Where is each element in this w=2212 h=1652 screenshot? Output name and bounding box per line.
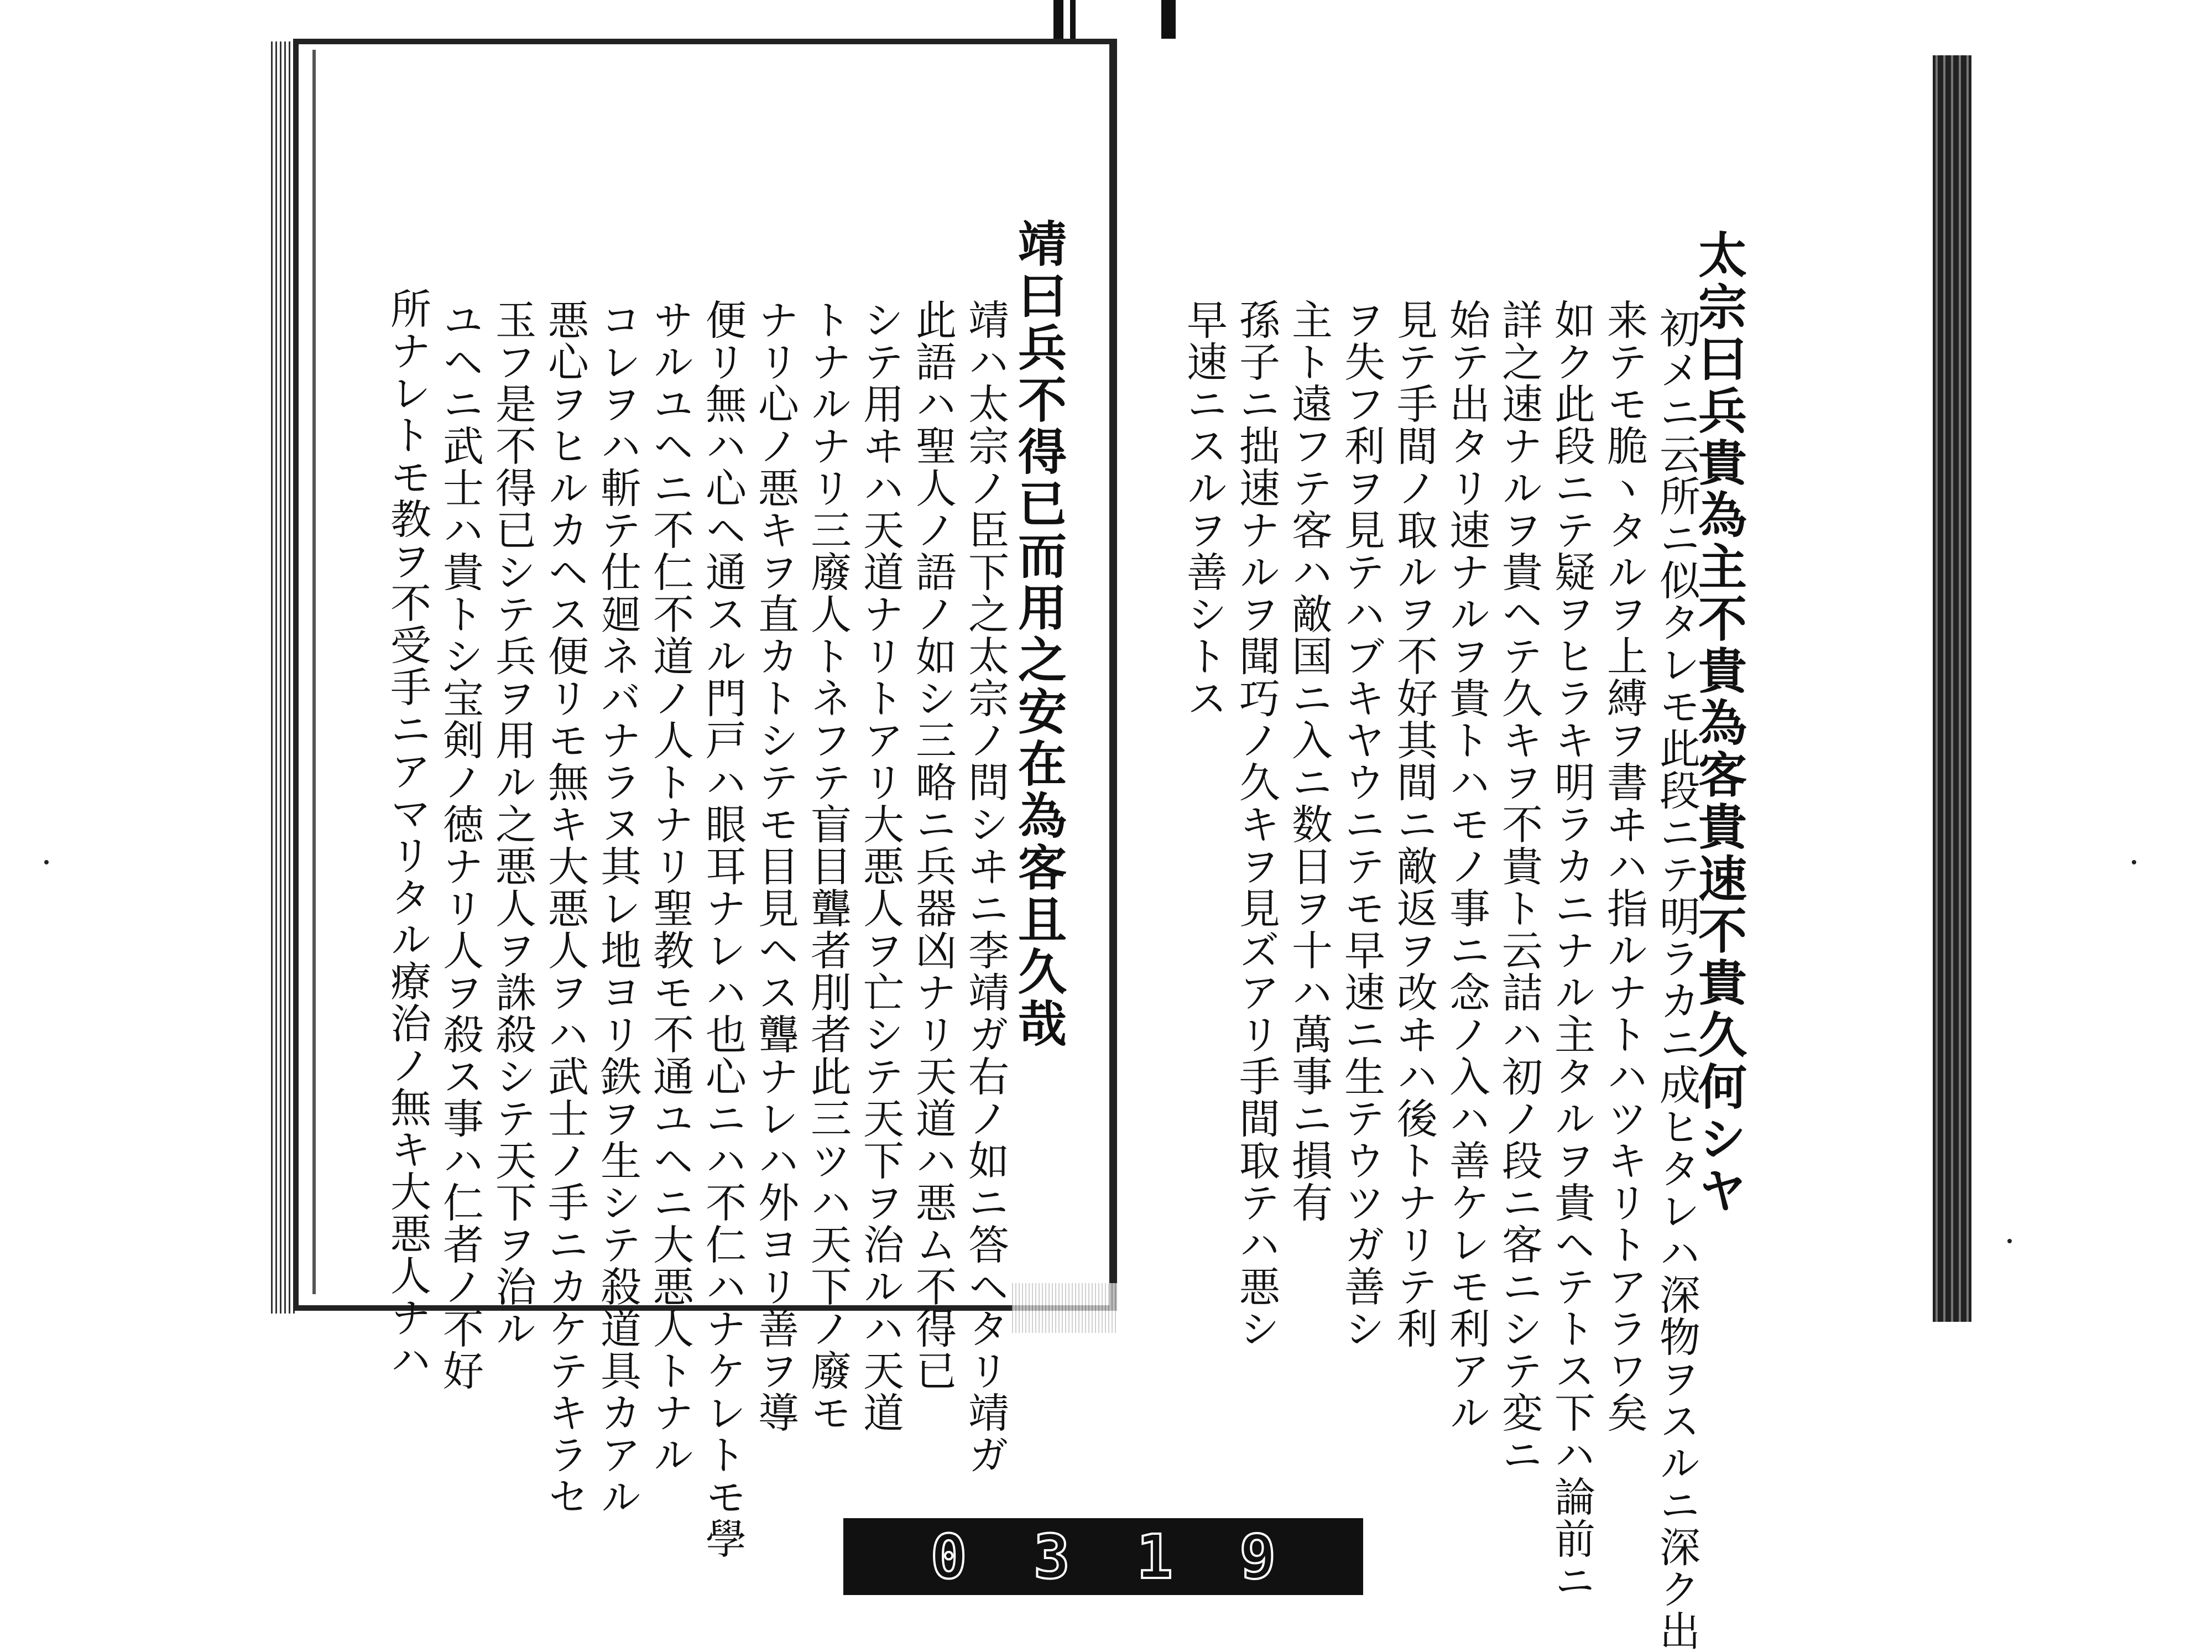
text-column: トナルナリ三廢人トネフテ盲目聾者刖者此三ツハ天下ノ廢モ xyxy=(804,299,852,1434)
scan-mark xyxy=(1070,0,1076,39)
text-column: 玉フ是不得已シテ兵ヲ用ル之悪人ヲ誅殺シテ天下ヲ治ル xyxy=(489,299,536,1349)
text-column: 便リ無ハ心ヘ通スル門戸ハ眼耳ナレハ也心ニハ不仁ハナケレトモ學 xyxy=(699,299,747,1560)
text-column: 孫子ニ拙速ナルヲ聞巧ノ久キヲ見ズアリ手間取テハ悪シ xyxy=(1233,299,1280,1349)
right-page-heading: 太宗曰兵貴為主不貴為客貴速不貴久何シヤ xyxy=(1691,230,1748,1217)
text-column: 悪心ヲヒルカヘス便リモ無キ大悪人ヲハ武士ノ手ニカケテキラセ xyxy=(541,299,589,1518)
text-column: ユヘニ武士ハ貴トシ宝剣ノ徳ナリ人ヲ殺ス事ハ仁者ノ不好 xyxy=(436,299,484,1392)
text-column: 如ク此段ニテ疑ヲヒラキ明ラカニナル主タルヲ貴ヘテトス下ハ論前ニ xyxy=(1548,299,1595,1602)
text-column: 来テモ脆ヽタルヲ上縛ヲ書ヰハ指ルナトハツキリトアラワ矣 xyxy=(1600,299,1648,1434)
text-column: ナリ心ノ悪キヲ直カトシテモ目見ヘス聾ナレハ外ヨリ善ヲ導 xyxy=(752,299,799,1434)
left-page-edge xyxy=(271,41,296,1314)
gutter-smudge xyxy=(1012,1283,1117,1333)
scan-mark xyxy=(1053,0,1063,39)
scan-mark xyxy=(1161,0,1176,39)
text-column: 此語ハ聖人ノ語ノ如シ三略ニ兵器凶ナリ天道ハ悪ム不得已 xyxy=(909,299,957,1392)
text-column: 靖ハ太宗ノ臣下之太宗ノ問シヰニ李靖ガ右ノ如ニ答ヘタリ靖ガ xyxy=(962,299,1009,1476)
right-page-edge xyxy=(1933,55,1971,1322)
text-column: サルユヘニ不仁不道ノ人トナリ聖教モ不通ユヘニ大悪人トナル xyxy=(646,299,694,1476)
page-number-plate xyxy=(843,1518,1363,1595)
text-column: 見テ手間ノ取ルヲ不好其間ニ敵返ヲ改ヰハ後トナリテ利 xyxy=(1390,299,1438,1349)
text-column: 早速ニスルヲ善シトス xyxy=(1180,299,1228,719)
page-number: 0319 xyxy=(930,1521,1343,1592)
text-column: 所ナレトモ教ヲ不受手ニアマリタル療治ノ無キ大悪人ナハ xyxy=(384,288,431,1380)
text-column: シテ用ヰハ天道ナリトアリ大悪人ヲ亡シテ天下ヲ治ルハ天道 xyxy=(857,299,904,1434)
text-column: コレヲハ斬テ仕廻ネバナラヌ其レ地ヨリ鉄ヲ生シテ殺道具カアル xyxy=(594,299,641,1518)
left-page-heading: 靖曰兵不得已而用之安在為客且久哉 xyxy=(1010,218,1068,1050)
text-column: 主ト遠フテ客ハ敵国ニ入ニ数日ヲ十ハ萬事ニ損有 xyxy=(1285,299,1333,1223)
text-column: ヲ失フ利ヲ見テハブキヤウニテモ早速ニ生テウツガ善シ xyxy=(1338,299,1385,1349)
text-column: 初メニ云所ニ似タレモ此段ニテ明ラカニ成ヒタレハ深物ヲスルニ深ク出 xyxy=(1653,307,1700,1652)
text-column: 始テ出タリ速ナルヲ貴トハモノ事ニ念ノ入ハ善ケレモ利アル xyxy=(1443,299,1490,1434)
speck xyxy=(2007,1239,2012,1243)
speck xyxy=(2132,860,2136,864)
text-column: 詳之速ナルヲ貴ヘテ久キヲ不貴ト云詰ハ初ノ段ニ客ニシテ変ニ xyxy=(1495,299,1543,1476)
speck xyxy=(44,860,49,864)
